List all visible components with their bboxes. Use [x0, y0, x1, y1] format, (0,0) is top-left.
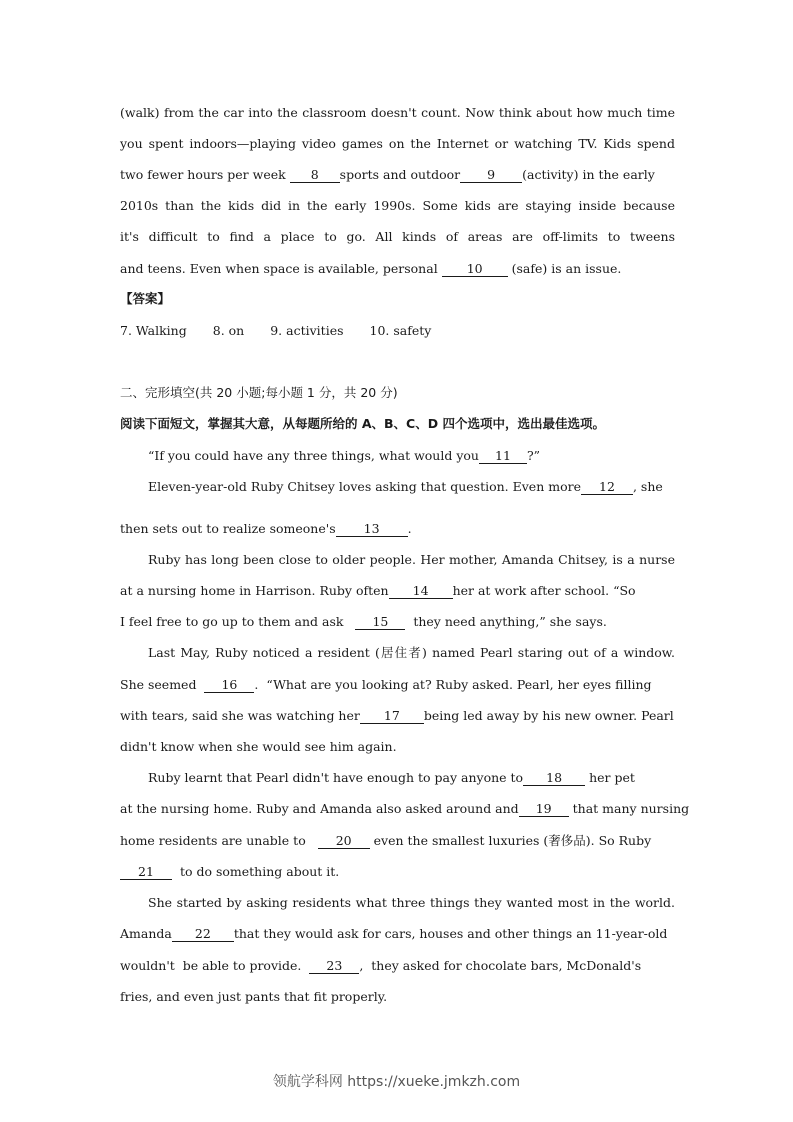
passage-line: Amanda 22 that they would ask for cars, houses and other things an 11-year-old — [120, 926, 668, 941]
blank-12: 12 — [581, 480, 633, 495]
passage-line: fries, and even just pants that fit properly. — [120, 989, 388, 1004]
answer-item: 9. activities — [270, 323, 344, 338]
passage-line: then sets out to realize someone's 13 . — [120, 521, 412, 536]
passage-line: Last May, Ruby noticed a resident (居住者) named Pearl staring out of a window. — [148, 645, 675, 660]
blank-17: 17 — [360, 709, 424, 724]
passage-line: and teens. Even when space is available, personal 10 (safe) is an issue. — [120, 261, 622, 276]
section-title: 二、完形填空(共 20 小题;每小题 1 分，共 20 分) — [120, 385, 398, 400]
passage-line: Ruby learnt that Pearl didn't have enough to pay anyone to 18 her pet — [148, 770, 635, 785]
answer-item: 7. Walking — [120, 323, 187, 338]
passage-line: Eleven-year-old Ruby Chitsey loves asking that question. Even more 12 , she — [148, 479, 663, 494]
blank-14: 14 — [389, 584, 453, 599]
passage-line: She seemed 16 . “What are you looking at? Ruby asked. Pearl, her eyes filling — [120, 677, 652, 692]
passage-line: Ruby has long been close to older people. Her mother, Amanda Chitsey, is a nurse — [148, 552, 675, 567]
blank-10: 10 — [442, 262, 508, 277]
blank-20: 20 — [318, 834, 370, 849]
blank-21: 21 — [120, 865, 172, 880]
answer-item: 8. on — [212, 323, 245, 338]
passage-line: 21 to do something about it. — [120, 864, 675, 880]
footer-watermark: 领航学科网 https://xueke.jmkzh.com — [272, 1074, 521, 1090]
passage-line: I feel free to go up to them and ask 15 they need anything,” she says. — [120, 614, 607, 629]
blank-16: 16 — [204, 678, 254, 693]
passage-line: wouldn't be able to provide. 23 , they asked for chocolate bars, McDonald's — [120, 958, 642, 973]
passage-line: it's difficult to find a place to go. All kinds of areas are off-limits to tweens — [120, 229, 675, 244]
passage-line: 2010s than the kids did in the early 1990s. Some kids are staying inside because — [120, 198, 675, 213]
answer-item: 10. safety — [369, 323, 432, 338]
passage-line: with tears, said she was watching her 17 being led away by his new owner. Pearl — [120, 708, 674, 723]
passage-line: home residents are unable to 20 even the smallest luxuries (奢侈品). So Ruby — [120, 833, 652, 848]
blank-8: 8 — [290, 168, 340, 183]
passage-line: you spent indoors—playing video games on the Internet or watching TV. Kids spend — [120, 136, 675, 151]
blank-22: 22 — [172, 927, 234, 942]
passage-line: at the nursing home. Ruby and Amanda also asked around and 19 that many nursing — [120, 801, 690, 816]
passage-line: at a nursing home in Harrison. Ruby often 14 her at work after school. “So — [120, 583, 636, 598]
passage-line: didn't know when she would see him again. — [120, 739, 397, 754]
answer-list — [120, 323, 675, 339]
blank-19: 19 — [519, 802, 569, 817]
blank-18: 18 — [523, 771, 585, 786]
blank-15: 15 — [355, 615, 405, 630]
blank-11: 11 — [479, 449, 527, 464]
passage-line: “If you could have any three things, what would you 11 ?” — [148, 448, 541, 463]
answer-heading: 【答案】 — [120, 291, 171, 306]
passage-line: two fewer hours per week 8 sports and outdoor 9 (activity) in the early — [120, 167, 655, 182]
blank-13: 13 — [336, 522, 408, 537]
blank-23: 23 — [309, 959, 359, 974]
section-instruction: 阅读下面短文，掌握其大意，从每题所给的 A、B、C、D 四个选项中，选出最佳选项。 — [120, 416, 605, 431]
passage-line: She started by asking residents what three things they wanted most in the world. — [148, 895, 675, 910]
blank-9: 9 — [460, 168, 522, 183]
passage-line: (walk) from the car into the classroom doesn't count. Now think about how much time — [120, 105, 675, 120]
